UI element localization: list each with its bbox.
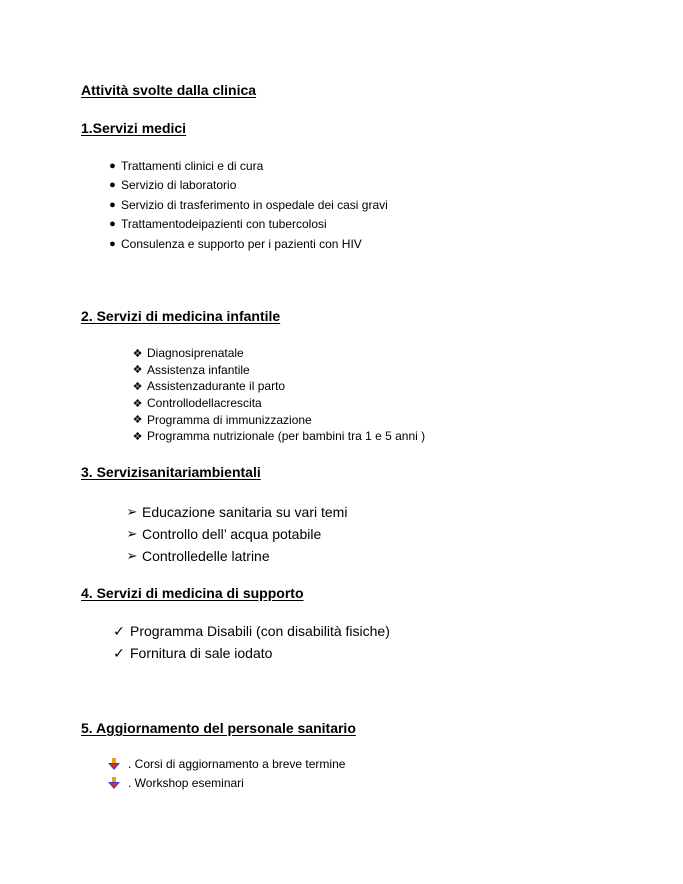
round-bullet-icon: ●: [109, 198, 116, 211]
colored-down-arrow-icon: [108, 777, 128, 789]
list-item: ❖ Diagnosiprenatale: [128, 345, 425, 362]
arrowhead-bullet-icon: ➢: [126, 548, 138, 563]
list-item: ❖ Controllodellacrescita: [128, 395, 425, 412]
list-item: ❖ Programma di immunizzazione: [128, 411, 425, 428]
list-item: ❖ Programma nutrizionale (per bambini tra 1 e 5 anni ): [128, 428, 425, 445]
round-bullet-icon: ●: [109, 179, 116, 192]
arrowhead-bullet-icon: ➢: [126, 504, 138, 519]
medicina-supporto-list: [108, 620, 390, 664]
aggiornamento-list: [108, 755, 345, 792]
section-heading-servizi-medici: 1.Servizi medici: [81, 120, 187, 136]
list-item: ✓ Fornitura di sale iodato: [108, 642, 390, 664]
servizi-medici-list: [104, 156, 388, 254]
check-bullet-icon: ✓: [113, 622, 125, 639]
section-heading-medicina-infantile: 2. Servizi di medicina infantile: [81, 308, 281, 324]
list-item: ✓ Programma Disabili (con disabilità fisiche): [108, 620, 390, 642]
list-item: ● Trattamenti clinici e di cura: [104, 156, 388, 176]
list-item: ➢ Controlledelle latrine: [122, 545, 347, 567]
list-item: ● Trattamentodeipazienti con tubercolosi: [104, 215, 388, 235]
list-item: . Workshop eseminari: [108, 774, 345, 793]
diamond-bullet-icon: ❖: [132, 414, 143, 427]
list-item: ● Servizio di laboratorio: [104, 176, 388, 196]
list-item: . Corsi di aggiornamento a breve termine: [108, 755, 345, 774]
list-item: ● Consulenza e supporto per i pazienti con HIV: [104, 234, 388, 254]
list-item: ❖ Assistenzadurante il parto: [128, 378, 425, 395]
diamond-bullet-icon: ❖: [132, 347, 143, 360]
diamond-bullet-icon: ❖: [132, 364, 143, 377]
arrowhead-bullet-icon: ➢: [126, 526, 138, 541]
round-bullet-icon: ●: [109, 159, 116, 172]
list-item: ➢ Controllo dell’ acqua potabile: [122, 523, 347, 545]
round-bullet-icon: ●: [109, 218, 116, 231]
diamond-bullet-icon: ❖: [132, 380, 143, 393]
section-heading-medicina-di-supporto: 4. Servizi di medicina di supporto: [81, 585, 304, 601]
section-heading-aggiornamento-personale: 5. Aggiornamento del personale sanitario: [81, 720, 356, 736]
round-bullet-icon: ●: [109, 237, 116, 250]
diamond-bullet-icon: ❖: [132, 397, 143, 410]
list-item: ➢ Educazione sanitaria su vari temi: [122, 501, 347, 523]
document-title: Attività svolte dalla clinica: [81, 82, 257, 98]
colored-down-arrow-icon: [108, 758, 128, 770]
list-item: ❖ Assistenza infantile: [128, 362, 425, 379]
list-item: ● Servizio di trasferimento in ospedale dei casi gravi: [104, 195, 388, 215]
servizi-ambientali-list: [122, 501, 347, 567]
check-bullet-icon: ✓: [113, 644, 125, 661]
section-heading-servizi-sanitari-ambientali: 3. Servizisanitariambientali: [81, 464, 261, 480]
diamond-bullet-icon: ❖: [132, 430, 143, 443]
medicina-infantile-list: [128, 345, 425, 445]
